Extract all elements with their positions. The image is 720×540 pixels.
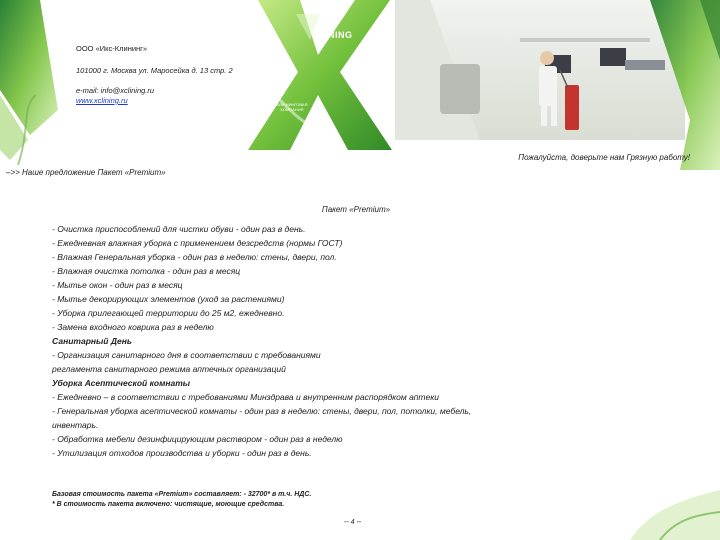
section-heading: Санитарный День [52, 336, 132, 346]
service-line: - Мытье окон - один раз в месяц [52, 280, 183, 290]
service-line: - Мытье декорирующих элементов (уход за растениями) [52, 294, 285, 304]
logo-subtitle: КЛИ-НИНГОВАЯ КОМПАНИЯ [276, 102, 308, 112]
price-note [52, 490, 311, 510]
logo-wordmark: CLINING [312, 30, 353, 40]
company-email: e-mail: info@xclining.ru [76, 86, 155, 95]
service-line: - Влажная Генеральная уборка - один раз в неделю: стены, двери, пол. [52, 252, 337, 262]
service-line: - Уборка прилегающей территории до 25 м2, ежедневно. [52, 308, 285, 318]
page-number: -- 4 -- [344, 519, 362, 526]
service-line: - Замена входного коврика раз в неделю [52, 322, 214, 332]
section-heading: Уборка Асептической комнаты [52, 378, 191, 388]
slogan: Пожалуйста, доверьте нам Грязную работу! [518, 153, 690, 162]
service-line: - Ежедневно – в соответствии с требованиями Минздрава и внутренним распорядком аптеки [52, 392, 439, 402]
service-line: регламента санитарного режима аптечных организаций [52, 364, 286, 374]
office-photo [395, 0, 685, 140]
service-line: - Обработка мебели дезинфицирующим раствором - один раз в неделю [52, 434, 343, 444]
service-line: инвентарь. [52, 420, 99, 430]
service-line: - Очистка приспособлений для чистки обуви - один раз в день. [52, 224, 306, 234]
service-line: - Генеральная уборка асептической комнаты - один раз в неделю: стены, двери, пол, потолки, мебель, [52, 406, 472, 416]
service-line: - Организация санитарного дня в соответствии с требованиями [52, 350, 321, 360]
company-name: ООО «Икс-Клининг» [76, 44, 148, 53]
bottom-leaf-decoration [620, 470, 720, 540]
package-title: Пакет «Premium» [321, 205, 391, 214]
company-address: 101000 г. Москва ул. Маросейка д. 13 стр. 2 [76, 66, 233, 75]
company-website-link[interactable]: www.xclining.ru [76, 96, 128, 105]
logo-x-icon [248, 0, 392, 150]
service-line: - Влажная очистка потолка - один раз в месяц [52, 266, 241, 276]
service-line: - Утилизация отходов производства и уборки - один раз в день. [52, 448, 312, 458]
header-banner [0, 0, 720, 170]
service-line: - Ежедневная влажная уборка с применением дезсредств (нормы ГОСТ) [52, 238, 343, 248]
price-included-line: * В стоимость пакета включено: чистящие, моющие средства. [52, 501, 285, 508]
price-line: Базовая стоимость пакета «Premium» составляет: - 32700* в т.ч. НДС. [52, 491, 312, 498]
offer-heading: –>> Наше предложение Пакет «Premium» [6, 168, 166, 177]
left-green-band [0, 0, 58, 165]
